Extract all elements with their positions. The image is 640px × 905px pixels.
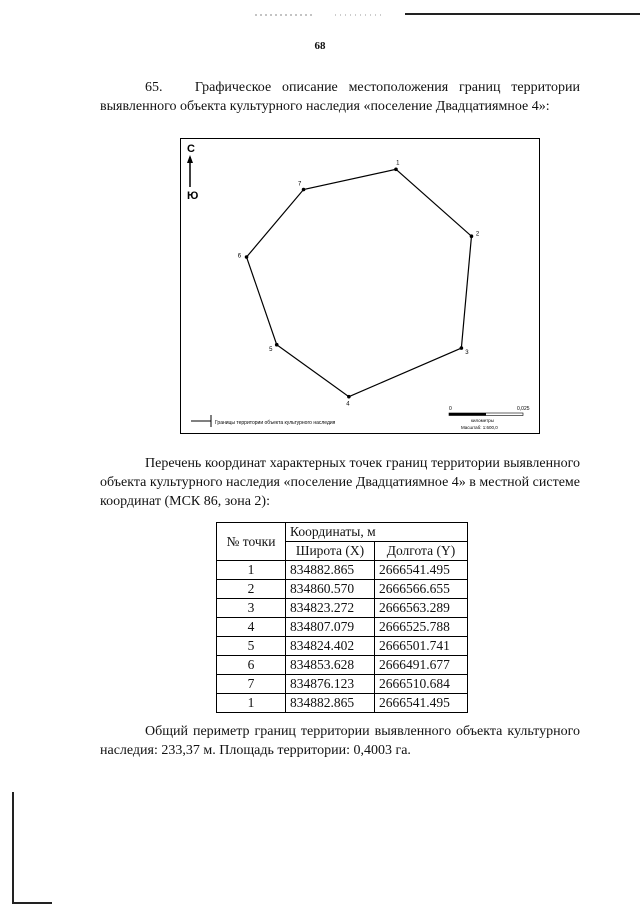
cell-lon: 2666501.741 <box>375 637 468 656</box>
scale-text: Масштаб: 1:600,0 <box>461 425 498 430</box>
cell-lon: 2666566.655 <box>375 580 468 599</box>
cell-lon: 2666525.788 <box>375 618 468 637</box>
section-number: 65. <box>145 80 163 95</box>
boundary-point-label: 1 <box>396 160 400 167</box>
cell-point: 1 <box>217 694 286 713</box>
map-legend <box>191 415 336 427</box>
coordinates-table <box>216 522 468 713</box>
cell-point: 4 <box>217 618 286 637</box>
boundary-point <box>275 343 279 347</box>
south-label: Ю <box>187 190 199 202</box>
table-row <box>217 580 468 599</box>
boundary-point <box>347 395 351 399</box>
cell-point: 1 <box>217 561 286 580</box>
cell-lat: 834882.865 <box>286 561 375 580</box>
cell-lat: 834876.123 <box>286 675 375 694</box>
boundary-polygon <box>247 169 472 396</box>
scale-unit: километры <box>471 418 494 423</box>
scale-end: 0,025 <box>517 406 530 412</box>
header-lat: Широта (X) <box>286 542 375 561</box>
cell-lon: 2666510.684 <box>375 675 468 694</box>
scan-artifact-left <box>12 792 14 904</box>
summary-text: Общий периметр границ территории выявленного объекта культурного наследия: 233,37 м. Площадь территории: 0,4003 га. <box>100 724 580 758</box>
boundary-point <box>394 168 398 172</box>
boundary-point <box>460 346 464 350</box>
table-row <box>217 561 468 580</box>
cell-point: 7 <box>217 675 286 694</box>
table-row <box>217 637 468 656</box>
cell-lat: 834807.079 <box>286 618 375 637</box>
boundary-point <box>245 255 249 259</box>
north-label: С <box>187 143 195 155</box>
cell-point: 2 <box>217 580 286 599</box>
scan-artifact-top <box>255 4 640 8</box>
cell-point: 3 <box>217 599 286 618</box>
north-arrow <box>187 143 198 202</box>
table-row <box>217 675 468 694</box>
boundary-points <box>238 161 480 408</box>
cell-lon: 2666541.495 <box>375 694 468 713</box>
table-header-row <box>217 523 468 542</box>
cell-lat: 834882.865 <box>286 694 375 713</box>
cell-lon: 2666541.495 <box>375 561 468 580</box>
section-title: Графическое описание местоположения границ территории выявленного объекта культурного наследия «поселение Двадцатиямное 4»: <box>100 80 580 114</box>
legend-text: Границы территории объекта культурного наследия <box>215 420 336 426</box>
header-point: № точки <box>217 523 286 561</box>
boundary-point <box>302 188 306 192</box>
cell-lon: 2666563.289 <box>375 599 468 618</box>
table-row <box>217 599 468 618</box>
boundary-point-label: 6 <box>237 253 242 260</box>
boundary-point <box>470 234 474 238</box>
cell-lat: 834823.272 <box>286 599 375 618</box>
cell-point: 6 <box>217 656 286 675</box>
scale-bar <box>449 406 530 430</box>
cell-lat: 834824.402 <box>286 637 375 656</box>
boundary-point-label: 4 <box>346 401 350 408</box>
cell-lon: 2666491.677 <box>375 656 468 675</box>
scale-start: 0 <box>449 406 452 412</box>
cell-lat: 834860.570 <box>286 580 375 599</box>
boundary-map <box>180 138 540 434</box>
table-row <box>217 694 468 713</box>
page-number: 68 <box>314 40 326 52</box>
map-canvas <box>181 139 539 433</box>
boundary-point-label: 7 <box>297 181 302 188</box>
cell-point: 5 <box>217 637 286 656</box>
boundary-point-label: 3 <box>465 349 469 356</box>
coords-intro: Перечень координат характерных точек границ территории выявленного объекта культурного наследия «поселение Двадцатиямное 4» в местной системе координат (МСК 86, зона 2): <box>100 456 580 509</box>
header-coords: Координаты, м <box>286 523 468 542</box>
header-lon: Долгота (Y) <box>375 542 468 561</box>
table-row <box>217 618 468 637</box>
scan-artifact-bottom <box>12 902 52 904</box>
section-heading <box>100 78 580 116</box>
boundary-point-label: 5 <box>269 346 273 353</box>
table-row <box>217 656 468 675</box>
cell-lat: 834853.628 <box>286 656 375 675</box>
boundary-point-label: 2 <box>475 231 480 238</box>
